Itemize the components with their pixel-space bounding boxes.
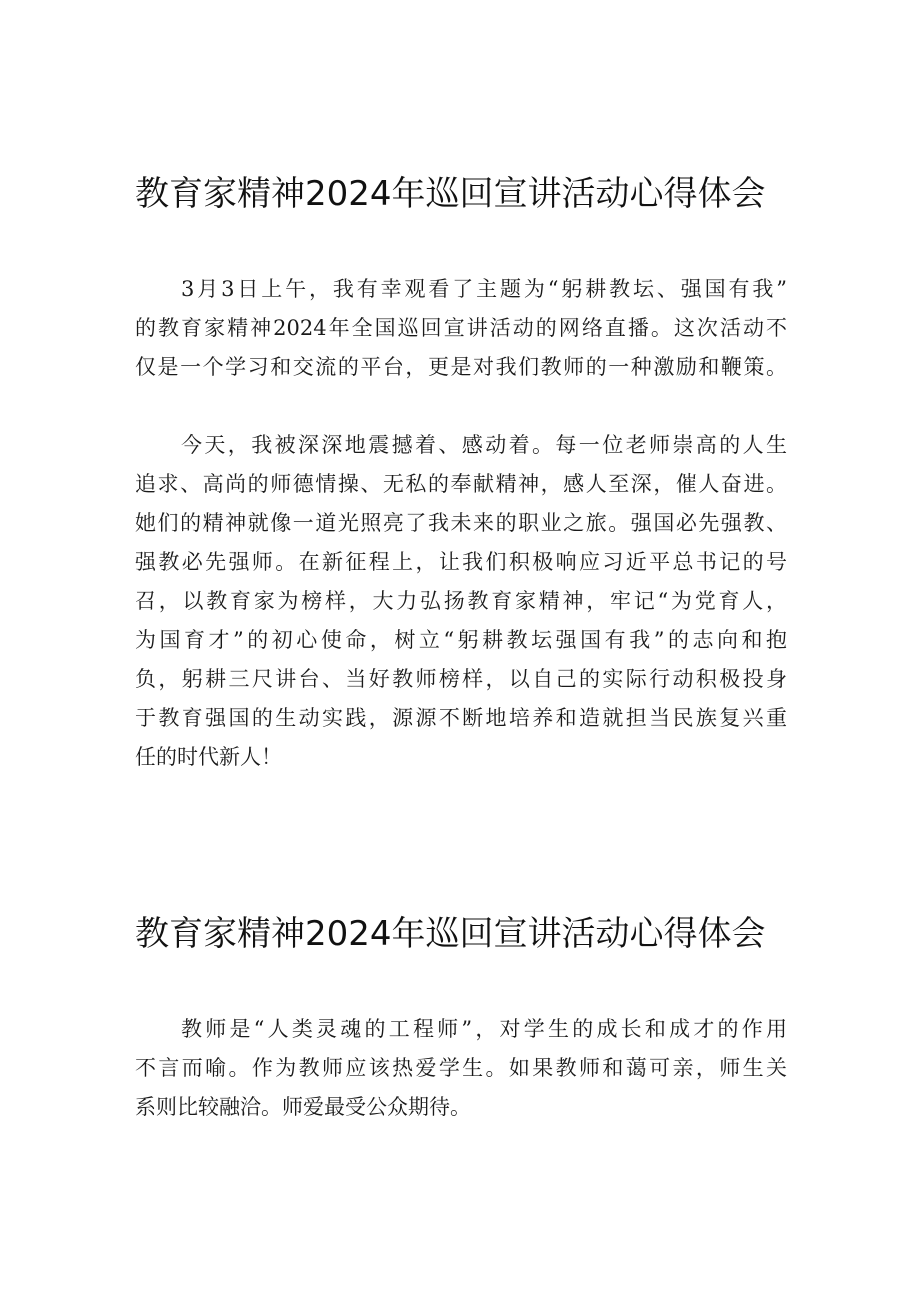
text-line: 于教育强国的生动实践，源源不断地培养和造就担当民族复兴重 bbox=[135, 706, 787, 730]
text-line: 强教必先强师。在新征程上，让我们积极响应习近平总书记的号 bbox=[135, 550, 787, 574]
text-line: 不言而喻。作为教师应该热爱学生。如果教师和蔼可亲，师生关 bbox=[135, 1056, 787, 1080]
section-2-paragraph-1 bbox=[135, 1010, 787, 1127]
text-line: 任的时代新人！ bbox=[135, 745, 282, 769]
section-1-paragraph-1 bbox=[135, 270, 787, 387]
text-line: 教师是“人类灵魂的工程师”，对学生的成长和成才的作用 bbox=[181, 1017, 787, 1041]
text-line: 仅是一个学习和交流的平台，更是对我们教师的一种激励和鞭策。 bbox=[135, 355, 787, 379]
section-2-heading: 教育家精神2024年巡回宣讲活动心得体会 bbox=[135, 914, 766, 954]
text-line: 今天，我被深深地震撼着、感动着。每一位老师崇高的人生 bbox=[181, 433, 787, 457]
text-line: 召，以教育家为榜样，大力弘扬教育家精神，牢记“为党育人， bbox=[135, 589, 787, 613]
text-line: 为国育才”的初心使命，树立“躬耕教坛强国有我”的志向和抱 bbox=[135, 628, 787, 652]
text-line: 的教育家精神2024年全国巡回宣讲活动的网络直播。这次活动不 bbox=[135, 316, 787, 340]
text-line: 追求、高尚的师德情操、无私的奉献精神，感人至深，催人奋进。 bbox=[135, 472, 787, 496]
text-line: 她们的精神就像一道光照亮了我未来的职业之旅。强国必先强教、 bbox=[135, 511, 787, 535]
text-line: 负，躬耕三尺讲台、当好教师榜样，以自己的实际行动积极投身 bbox=[135, 667, 787, 691]
text-line: 系则比较融洽。师爱最受公众期待。 bbox=[135, 1095, 471, 1119]
section-1-heading: 教育家精神2024年巡回宣讲活动心得体会 bbox=[135, 174, 766, 214]
section-1-paragraph-2 bbox=[135, 426, 787, 777]
text-line: 3月3日上午，我有幸观看了主题为“躬耕教坛、强国有我” bbox=[181, 277, 787, 301]
